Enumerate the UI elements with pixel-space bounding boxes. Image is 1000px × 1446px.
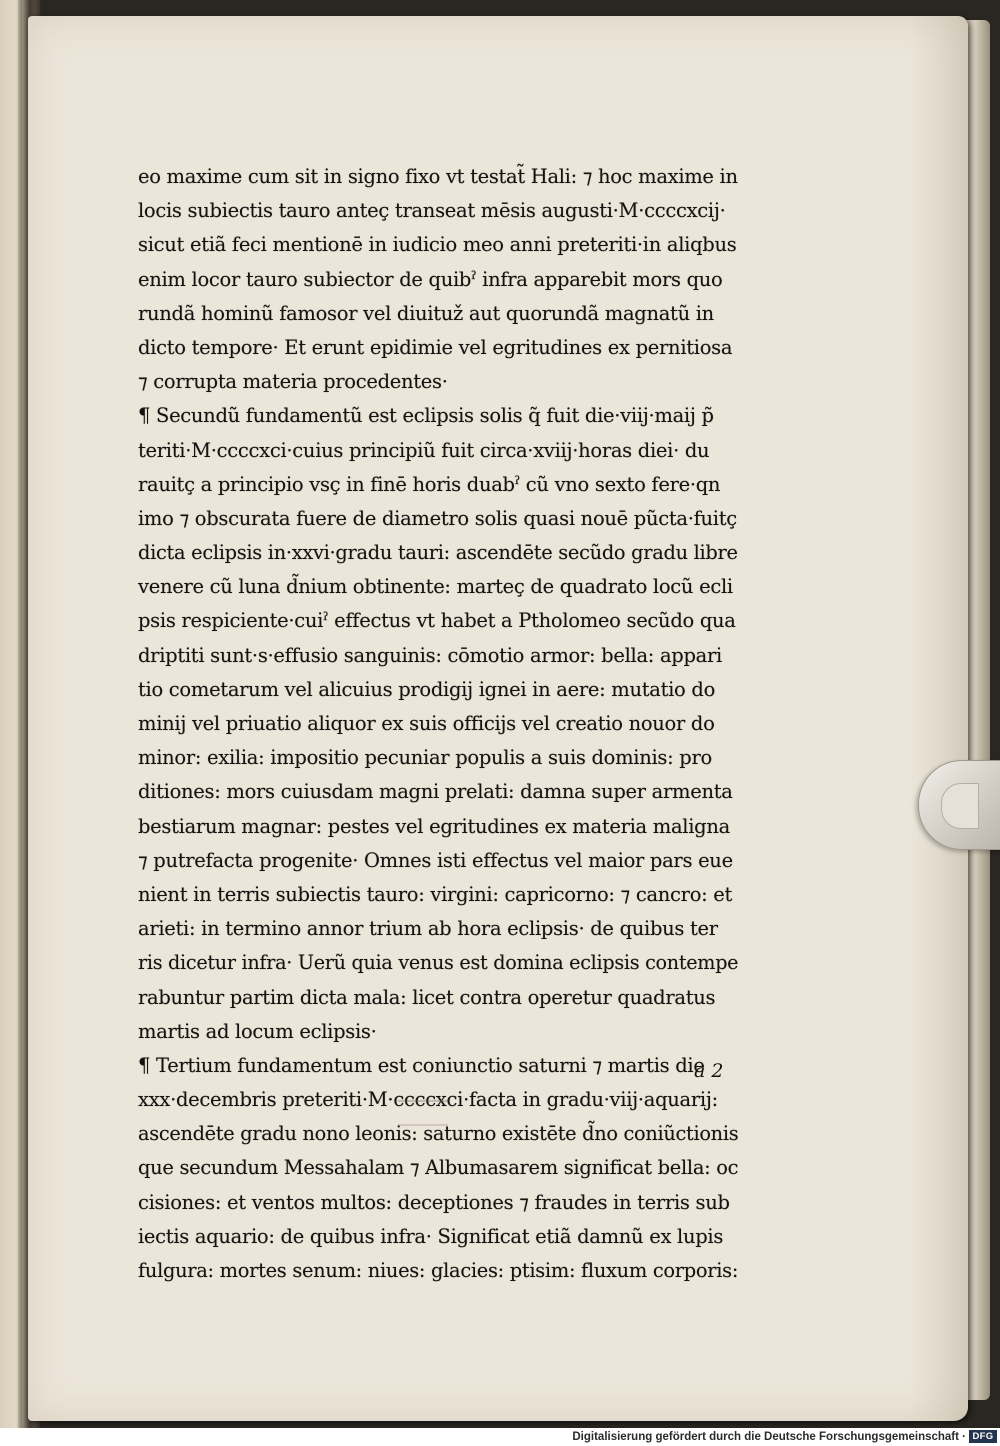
page-shade bbox=[908, 16, 968, 1421]
text-line-06: dicto tempore· Et erunt epidimie vel egritudines ex pernitiosa bbox=[138, 335, 733, 359]
text-line-33: fulgura: mortes senum: niues: glacies: ptisim: fluxum corporis: bbox=[138, 1259, 739, 1282]
text-line-18: minor: exilia: impositio pecuniar populis a suis dominis: pro bbox=[138, 746, 712, 770]
text-line-10: rauitç a principio vsç in finē horis duabˀ cũ vno sexto fere·qn bbox=[138, 472, 721, 496]
text-line-26: martis ad locum eclipsis· bbox=[138, 1019, 377, 1043]
text-line-05: rundã hominũ famosor vel diuituž aut quorundã magnatũ in bbox=[138, 301, 714, 325]
text-line-02: locis subiectis tauro anteç transeat mēsis augusti·M·ccccxcij· bbox=[138, 199, 726, 223]
text-line-08: ¶ Secundũ fundamentũ est eclipsis solis q̃ fuit die·viij·maij p̃ bbox=[138, 404, 714, 428]
funding-footer bbox=[0, 1428, 1000, 1446]
text-line-22: nient in terris subiectis tauro: virgini: capricorno: ⁊ cancro: et bbox=[138, 882, 733, 906]
text-line-19: ditiones: mors cuiusdam magni prelati: damna super armenta bbox=[138, 780, 733, 804]
text-line-28: xxx·decembris preteriti·M·ccccxci·facta in gradu·viij·aquarij: bbox=[138, 1088, 718, 1112]
text-line-04: enim locor tauro subiector de quibˀ infra apparebit mors quo bbox=[138, 267, 723, 291]
text-line-13: venere cũ luna d̃nium obtinente: marteç de quadrato locũ ecli bbox=[138, 575, 733, 599]
text-line-32: iectis aquario: de quibus infra· Significat etiã damnũ ex lupis bbox=[138, 1224, 724, 1248]
text-line-15: driptiti sunt·s·effusio sanguinis: cōmotio armor: bella: appari bbox=[138, 643, 722, 667]
show-through-mark bbox=[398, 1100, 448, 1126]
text-line-12: dicta eclipsis in·xxvi·gradu tauri: ascendēte secũdo gradu libre bbox=[138, 541, 738, 565]
text-line-07: ⁊ corrupta materia procedentes· bbox=[138, 370, 448, 394]
text-line-23: arieti: in termino annor trium ab hora eclipsis· de quibus ter bbox=[138, 917, 718, 941]
text-line-29: ascendēte gradu nono leonis: saturno existēte d̃no coniũctionis bbox=[138, 1122, 739, 1146]
text-line-20: bestiarum magnar: pestes vel egritudines ex materia maligna bbox=[138, 814, 730, 838]
text-line-16: tio cometarum vel alicuius prodigij ignei in aere: mutatio do bbox=[138, 677, 716, 701]
text-line-01: eo maxime cum sit in signo fixo vt testat̃ Hali: ⁊ hoc maxime in bbox=[138, 165, 738, 188]
text-line-24: ris dicetur infra· Uerũ quia venus est domina eclipsis contempe bbox=[138, 951, 739, 975]
signature-mark: a 2 bbox=[694, 1060, 724, 1082]
page-clip bbox=[918, 760, 1000, 850]
page-clip-opening bbox=[941, 783, 979, 829]
funding-text: Digitalisierung gefördert durch die Deutsche Forschungsgemeinschaft · bbox=[572, 1431, 966, 1443]
text-line-25: rabuntur partim dicta mala: licet contra operetur quadratus bbox=[138, 985, 716, 1009]
text-line-03: sicut etiã feci mentionē in iudicio meo anni preteriti·in aliqbus bbox=[138, 233, 737, 257]
text-line-11: imo ⁊ obscurata fuere de diametro solis quasi nouē pũcta·fuitç bbox=[138, 506, 737, 530]
text-line-17: minij vel priuatio aliquor ex suis officijs vel creatio nouor do bbox=[138, 712, 715, 735]
text-line-30: que secundum Messahalam ⁊ Albumasarem significat bella: oc bbox=[138, 1156, 739, 1180]
text-line-27: ¶ Tertium fundamentum est coniunctio saturni ⁊ martis die bbox=[138, 1053, 705, 1077]
text-line-21: ⁊ putrefacta progenite· Omnes isti effectus vel maior pars eue bbox=[138, 848, 733, 872]
dfg-logo-icon: DFG bbox=[969, 1430, 997, 1443]
text-line-31: cisiones: et ventos multos: deceptiones ⁊ fraudes in terris sub bbox=[138, 1190, 730, 1214]
text-line-09: teriti·M·ccccxci·cuius principiũ fuit circa·xviij·horas diei· du bbox=[138, 438, 710, 462]
text-line-14: psis respiciente·cuiˀ effectus vt habet a Ptholomeo secũdo qua bbox=[138, 609, 736, 633]
